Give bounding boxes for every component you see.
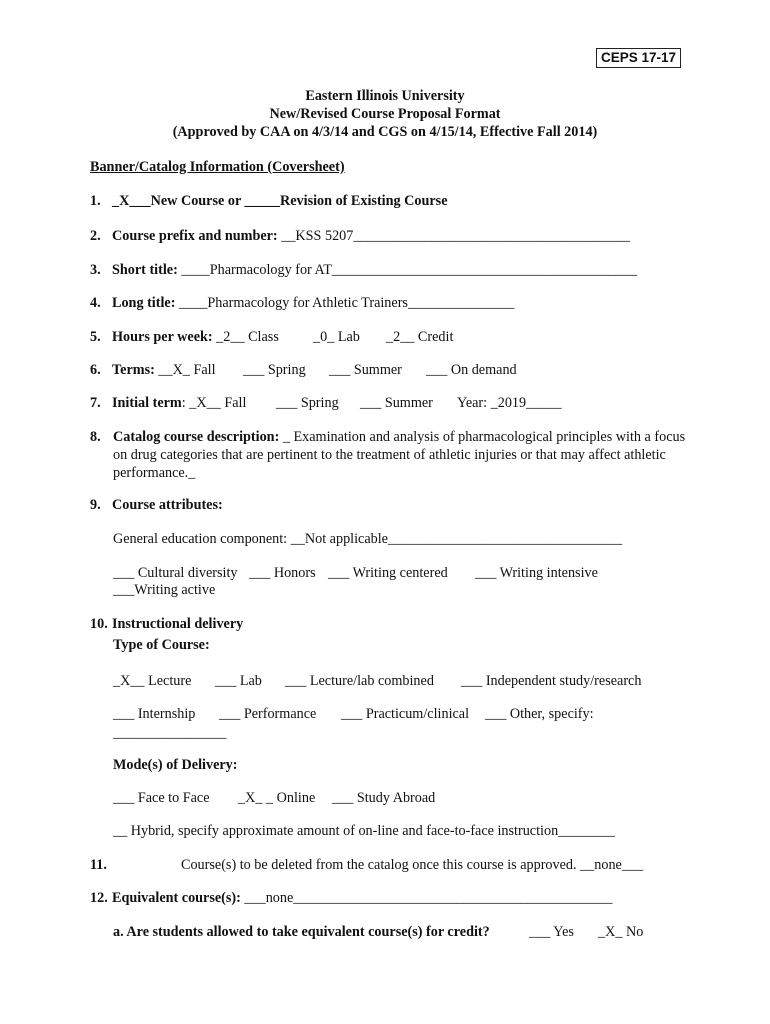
terms-on-demand: ___ On demand bbox=[426, 362, 517, 378]
hours-credit: _2__ Credit bbox=[386, 329, 454, 345]
terms-spring: ___ Spring bbox=[243, 362, 306, 378]
initial-term-fall: : _X__ Fall bbox=[181, 395, 247, 411]
item-12: 12. Equivalent course(s): ___none_____________________________________________ bbox=[90, 890, 613, 906]
terms-summer: ___ Summer bbox=[329, 362, 402, 378]
new-course-option: _X___New Course or _____Revision of Existing Course bbox=[112, 193, 448, 209]
long-title-value: ____Pharmacology for Athletic Trainers_______________ bbox=[175, 295, 515, 311]
item-5: 5. Hours per week: _2__ Class bbox=[90, 329, 279, 345]
type-lecture: _X__ Lecture bbox=[113, 673, 192, 689]
attr-honors: ___ Honors bbox=[249, 565, 316, 581]
item-7: 7. Initial term: _X__ Fall bbox=[90, 395, 247, 411]
type-practicum: ___ Practicum/clinical bbox=[341, 706, 470, 722]
item-8-num: 8. bbox=[90, 429, 101, 445]
attr-writing-active: ___Writing active bbox=[113, 582, 216, 598]
hours-class: _2__ Class bbox=[212, 329, 279, 345]
equivalent-credit-no: _X_ No bbox=[598, 924, 644, 940]
type-lab: ___ Lab bbox=[215, 673, 262, 689]
attr-writing-intensive: ___ Writing intensive bbox=[475, 565, 598, 581]
catalog-description: Catalog course description: _ Examination and analysis of pharmacological principles with a focus on drug categories that are pertinent to the treatment of athletic injuries or that may affect athletic performance._ bbox=[113, 429, 686, 481]
item-1: 1. _X___New Course or _____Revision of Existing Course bbox=[90, 193, 448, 209]
item-11-num: 11. bbox=[90, 857, 107, 873]
type-other-line: ________________ bbox=[113, 725, 227, 741]
gen-ed-component: General education component: __Not applicable_________________________________ bbox=[113, 531, 623, 547]
type-other: ___ Other, specify: bbox=[485, 706, 594, 722]
item-6: 6. Terms: __X_ Fall bbox=[90, 362, 216, 378]
short-title-value: ____Pharmacology for AT___________________________________________ bbox=[177, 262, 637, 278]
course-prefix-value: __KSS 5207_______________________________________ bbox=[277, 228, 631, 244]
mode-online: _X_ _ Online bbox=[238, 790, 316, 806]
item-10: 10. Instructional delivery bbox=[90, 616, 244, 632]
type-of-course-label: Type of Course: bbox=[113, 637, 210, 653]
type-performance: ___ Performance bbox=[219, 706, 317, 722]
equivalent-courses-value: ___none_____________________________________________ bbox=[240, 890, 613, 906]
attr-cultural-diversity: ___ Cultural diversity bbox=[113, 565, 238, 581]
modes-label: Mode(s) of Delivery: bbox=[113, 757, 238, 773]
terms-fall: __X_ Fall bbox=[154, 362, 216, 378]
catalog-description-text: _ Examination and analysis of pharmacological principles with a focus on drug categories that are pertinent to the treatment of athletic injuries or that may affect athletic performance._ bbox=[113, 429, 686, 481]
item-3: 3. Short title: ____Pharmacology for AT___________________________________________ bbox=[90, 262, 637, 278]
attr-writing-centered: ___ Writing centered bbox=[328, 565, 448, 581]
type-independent-study: ___ Independent study/research bbox=[461, 673, 642, 689]
equivalent-credit-question: a. Are students allowed to take equivalent course(s) for credit? bbox=[113, 924, 490, 940]
equivalent-credit-yes: ___ Yes bbox=[529, 924, 574, 940]
document-code-badge: CEPS 17-17 bbox=[596, 48, 681, 68]
form-title: New/Revised Course Proposal Format bbox=[269, 106, 501, 122]
courses-to-delete: Course(s) to be deleted from the catalog once this course is approved. __none___ bbox=[181, 857, 644, 873]
initial-term-summer: ___ Summer bbox=[360, 395, 433, 411]
university-name: Eastern Illinois University bbox=[305, 88, 465, 104]
type-internship: ___ Internship bbox=[113, 706, 196, 722]
item-2: 2. Course prefix and number: __KSS 5207_______________________________________ bbox=[90, 228, 631, 244]
hours-lab: _0_ Lab bbox=[313, 329, 360, 345]
mode-face-to-face: ___ Face to Face bbox=[113, 790, 210, 806]
initial-term-spring: ___ Spring bbox=[276, 395, 339, 411]
mode-study-abroad: ___ Study Abroad bbox=[332, 790, 436, 806]
initial-term-year: Year: _2019_____ bbox=[457, 395, 562, 411]
item-4: 4. Long title: ____Pharmacology for Athletic Trainers_______________ bbox=[90, 295, 515, 311]
mode-hybrid: __ Hybrid, specify approximate amount of on-line and face-to-face instruction________ bbox=[113, 823, 615, 839]
approval-note: (Approved by CAA on 4/3/14 and CGS on 4/15/14, Effective Fall 2014) bbox=[172, 124, 598, 140]
type-lecture-lab: ___ Lecture/lab combined bbox=[285, 673, 434, 689]
item-9: 9. Course attributes: bbox=[90, 497, 223, 513]
section-title: Banner/Catalog Information (Coversheet) bbox=[90, 159, 345, 175]
